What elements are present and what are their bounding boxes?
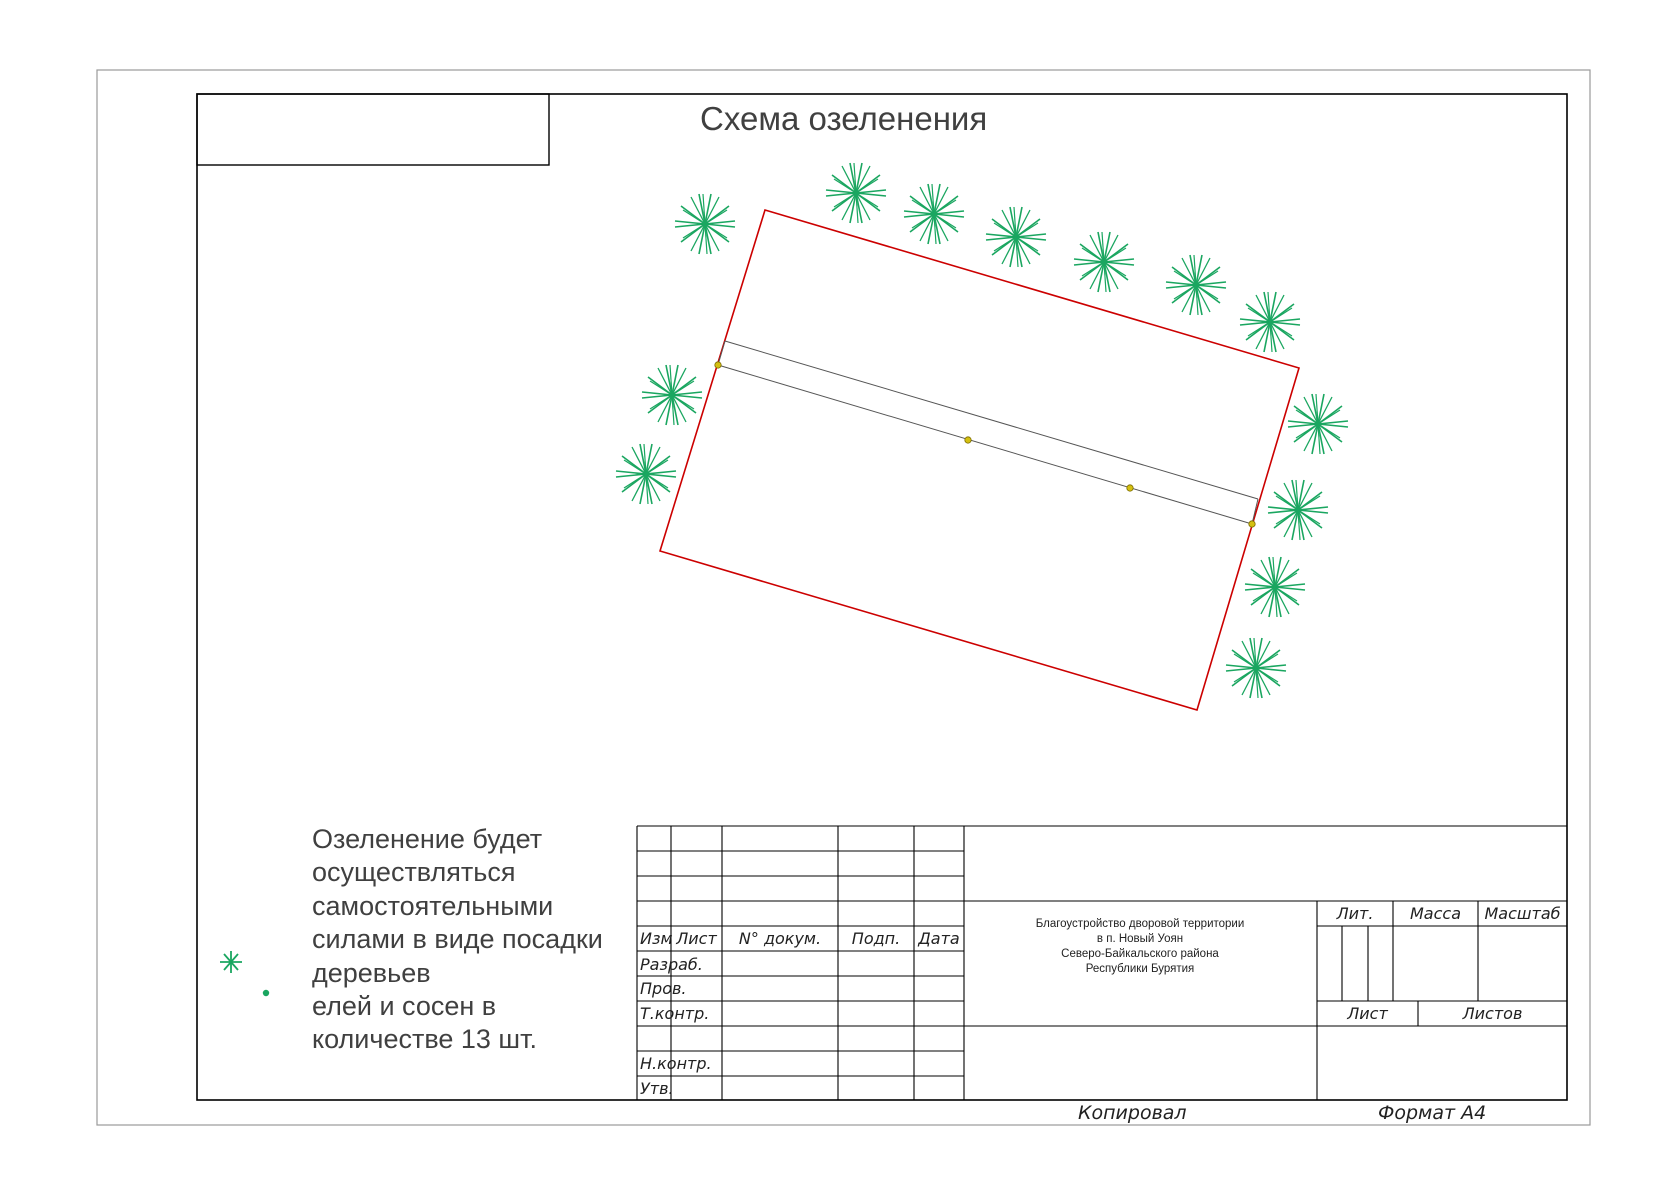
tree-symbol-icon [220, 951, 242, 973]
passage-end-left [718, 341, 725, 365]
tree-icon [1166, 255, 1226, 315]
small-tree-dot-icon [263, 990, 269, 996]
note-line: деревьев [312, 957, 431, 988]
tree-icon [904, 184, 964, 244]
survey-point [715, 362, 721, 368]
mass-label: Масса [1409, 904, 1461, 923]
header-izm: Изм [640, 929, 673, 948]
role-nkontr: Н.контр. [640, 1054, 712, 1073]
description-line: в п. Новый Уоян [1096, 933, 1184, 945]
passage-line-top [725, 341, 1258, 499]
tree-icon [1074, 232, 1134, 292]
sheet-label: Лист [1347, 1004, 1388, 1023]
role-prov: Пров. [640, 979, 687, 998]
note-line: силами в виде посадки [312, 924, 603, 955]
description-line: Республики Бурятия [1085, 963, 1195, 975]
copied-label: Копировал [1078, 1102, 1187, 1124]
description-line: Благоустройство дворовой территории [1035, 918, 1245, 930]
lit-label: Лит. [1336, 904, 1374, 923]
survey-point [1249, 521, 1255, 527]
role-razrab: Разраб. [640, 955, 703, 974]
header-sign: Подп. [851, 929, 901, 948]
note-line: осуществляться [312, 857, 516, 888]
tree-icon [1288, 394, 1348, 454]
note-line: Озеленение будет [312, 824, 543, 854]
role-tkontr: Т.контр. [640, 1004, 710, 1023]
tree-icon [986, 207, 1046, 267]
header-date: Дата [918, 929, 960, 948]
tree-icon [1268, 480, 1328, 540]
drawing-title: Схема озеленения [700, 100, 988, 137]
survey-point [965, 437, 971, 443]
tree-icon [642, 365, 702, 425]
passage-end-right [1252, 499, 1258, 524]
role-utv: Утв. [640, 1079, 674, 1098]
header-doc: N° докум. [738, 929, 822, 948]
tree-icon [1245, 557, 1305, 617]
description-line: Северо-Байкальского района [1061, 948, 1219, 960]
tree-icon [826, 163, 886, 223]
header-list: Лист [676, 929, 717, 948]
sheets-label: Листов [1462, 1004, 1523, 1023]
note-line: елей и сосен в [312, 991, 497, 1022]
note-line: количестве 13 шт. [312, 1024, 537, 1055]
tree-icon [675, 194, 735, 254]
tree-icon [1240, 292, 1300, 352]
tree-icon [1226, 638, 1286, 698]
top-left-stamp-box [197, 94, 549, 165]
note-line: самостоятельными [312, 890, 554, 921]
tree-icon [616, 444, 676, 504]
greening-note [312, 823, 622, 1057]
passage-line-bottom [718, 365, 1252, 524]
format-label: Формат А4 [1378, 1102, 1487, 1124]
survey-point [1127, 485, 1133, 491]
scale-label: Масштаб [1484, 904, 1561, 923]
project-description [965, 917, 1315, 977]
